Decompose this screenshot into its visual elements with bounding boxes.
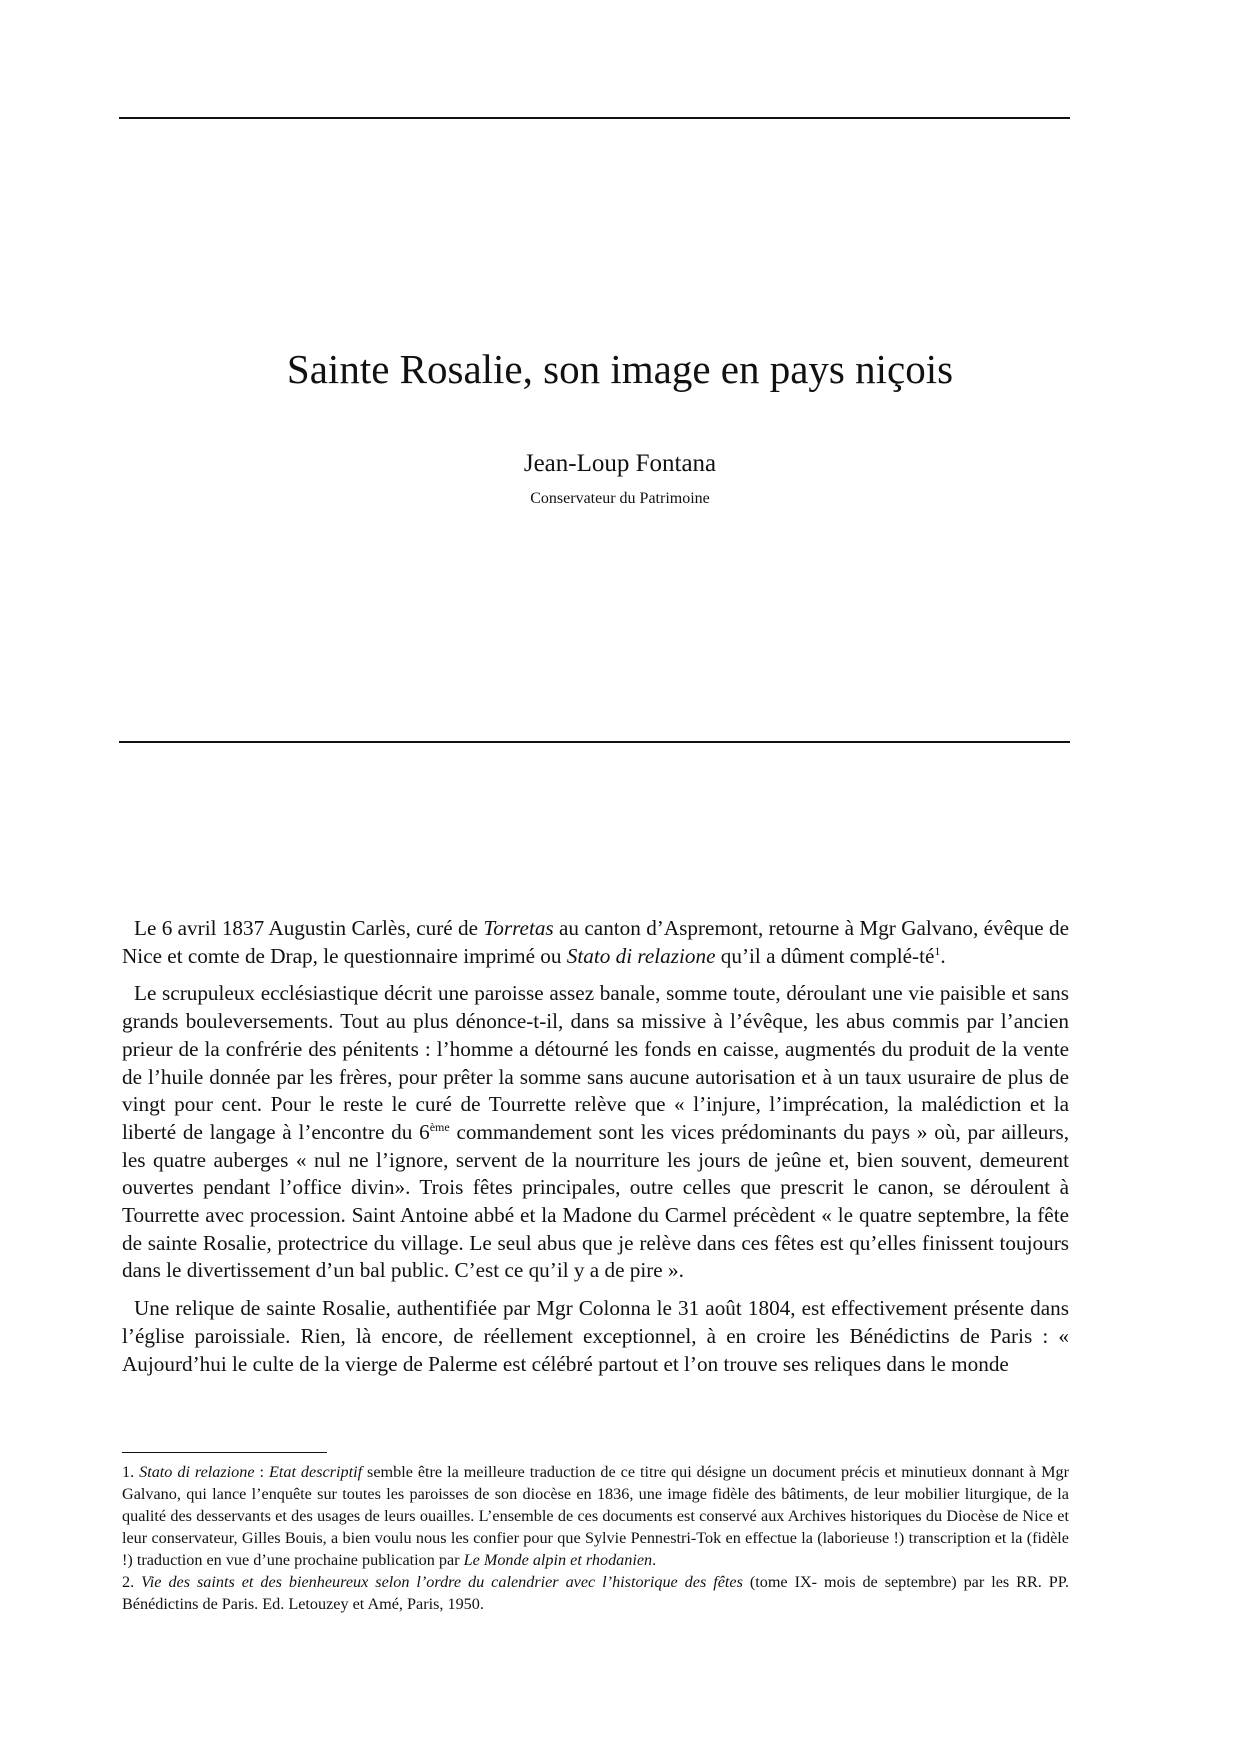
p1-text-a: Le 6 avril 1837 Augustin Carlès, curé de	[134, 916, 484, 940]
p2-superscript: ème	[429, 1119, 450, 1134]
paragraph-1	[122, 915, 1069, 970]
fn1-italic-c: Etat descriptif	[268, 1463, 363, 1481]
bottom-rule	[119, 741, 1070, 743]
footnote-1	[122, 1461, 1069, 1571]
p2-text-b: commandement sont les vices prédominants du pays » où, par ailleurs, les quatre auberges « nul ne l’ignore, servent de la nourriture les jours de jeûne et, bien souvent, demeurent ouvertes pendant l’office divin». Trois fêtes principales, outre celles que prescrit le canon, se déroulent à Tourrette avec procession. Saint Antoine abbé et la Madone du Carmel précèdent « le quatre septembre, la fête de sainte Rosalie, protectrice du village. Le seul abus que je relève dans ces fêtes est qu’elles finissent toujours dans le divertissement d’un bal public. C’est ce qu’il y a de pire ».	[122, 1119, 1070, 1283]
fn2-number: 2.	[122, 1573, 142, 1591]
fn2-text-b: (tome IX- mois de septembre) par les RR. PP. Bénédictins de Paris. Ed. Letouzey et Amé, Paris, 1950.	[122, 1573, 1070, 1613]
author-role: Conservateur du Patrimoine	[530, 490, 710, 507]
footnote-separator	[122, 1452, 327, 1453]
fn2-italic-a: Vie des saints et des bienheureux selon l’ordre du calendrier avec l’historique des fêtes	[141, 1573, 743, 1591]
top-rule	[119, 117, 1070, 119]
article-title: Sainte Rosalie, son image en pays niçois	[286, 346, 954, 392]
fn1-number: 1.	[122, 1463, 140, 1481]
p1-text-f: .	[940, 943, 946, 968]
fn1-text-f: .	[652, 1551, 657, 1569]
article-body	[122, 915, 1069, 1388]
footnote-ref-1[interactable]: 1	[934, 943, 941, 958]
paragraph-2	[122, 980, 1069, 1285]
footnotes	[122, 1461, 1069, 1615]
p1-text-c: au canton d’Aspremont, retourne à Mgr Galvano, évêque de Nice et comte de Drap, le questionnaire imprimé ou	[122, 916, 1069, 968]
fn1-italic-a: Stato di relazione	[139, 1463, 255, 1481]
footnote-2	[122, 1571, 1069, 1615]
paragraph-3: Une relique de sainte Rosalie, authentifiée par Mgr Colonna le 31 août 1804, est effectivement présente dans l’église paroissiale. Rien, là encore, de réellement exceptionnel, à en croire les Bénédictins de Paris : « Aujourd’hui le culte de la vierge de Palerme est célébré partout et l’on trouve ses reliques dans le monde	[122, 1296, 1069, 1376]
fn1-text-b: :	[254, 1463, 269, 1481]
p1-italic-stato: Stato di relazione	[566, 943, 716, 968]
fn1-text-d: semble être la meilleure traduction de ce titre qui désigne un document précis et minutieux donnant à Mgr Galvano, qui lance l’enquête sur toutes les paroisses de son diocèse en 1836, une image fidèle des bâtiments, de leur mobilier liturgique, de la qualité des desservants et des usages de leurs ouailles. L’ensemble de ces documents est conservé aux Archives historiques du Diocèse de Nice et leur conservateur, Gilles Bouis, a bien voulu nous les confier pour que Sylvie Pennestri-Tok en effectue la (laborieuse !) transcription et la (fidèle !) traduction en vue d’une prochaine publication par	[122, 1463, 1070, 1569]
p2-text-a: Le scrupuleux ecclésiastique décrit une paroisse assez banale, somme toute, déroulant une vie paisible et sans grands bouleversements. Tout au plus dénonce-t-il, dans sa missive à l’évêque, les abus commis par l’ancien prieur de la confrérie des pénitents : l’homme a détourné les fonds en caisse, augmentés du produit de la vente de l’huile donnée par les frères, pour prêter la somme sans aucune autorisation et à un taux usuraire de plus de vingt pour cent. Pour le reste le curé de Tourrette relève que « l’injure, l’imprécation, la malédiction et la liberté de langage à l’encontre du 6	[122, 981, 1069, 1144]
p1-italic-torretas: Torretas	[483, 916, 554, 940]
fn1-italic-e: Le Monde alpin et rhodanien	[463, 1551, 653, 1569]
p1-text-e: qu’il a dûment complé-té	[715, 943, 935, 968]
author-name: Jean-Loup Fontana	[523, 450, 717, 477]
